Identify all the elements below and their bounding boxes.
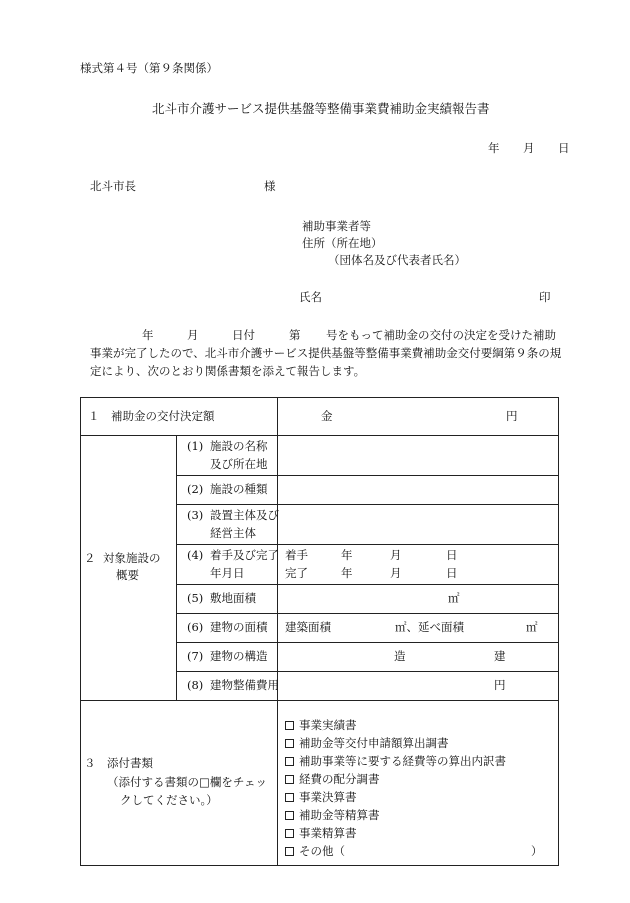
section2-label-line2: 概要 (116, 568, 139, 582)
item6-label-cell (177, 614, 278, 643)
building-area-label: 建築面積 (285, 620, 331, 634)
body-number: 第 (289, 328, 301, 342)
item7-num: (7) (187, 649, 204, 663)
checklist-label: 補助金等精算書 (299, 808, 380, 822)
facility-type-field[interactable] (278, 476, 559, 505)
grant-amount-suffix: 円 (506, 409, 518, 423)
building-cost-field[interactable] (278, 672, 559, 701)
start-day: 日 (446, 548, 458, 562)
checklist-label: 事業実績書 (299, 718, 357, 732)
checklist-item[interactable] (285, 846, 345, 858)
attachments-label-cell (81, 701, 278, 866)
applicant-org-label: （団体名及び代表者氏名） (328, 253, 466, 267)
item4-label1: 着手及び完了 (210, 548, 279, 562)
attachments-label: ３ 添付書類 (84, 756, 153, 770)
attachments-checklist (278, 701, 559, 866)
checklist-label: 経費の配分調書 (299, 772, 380, 786)
structure-field[interactable] (278, 643, 559, 672)
body-date: 日付 (232, 328, 255, 342)
checklist-item[interactable] (285, 828, 357, 840)
complete-month: 月 (390, 566, 402, 580)
start-label: 着手 (285, 548, 308, 562)
structure-b: 建 (494, 649, 506, 663)
body-year: 年 (142, 328, 154, 342)
building-area-unit-end: ㎡ (526, 620, 538, 634)
body-line1-rest: 号をもって補助金の交付の決定を受けた補助 (326, 328, 556, 342)
grant-amount-field[interactable] (278, 398, 559, 436)
attachments-note-line2: クしてください。） (120, 793, 218, 807)
checklist-item[interactable] (285, 738, 449, 750)
body-line3: 定により、次のとおり関係書類を添えて報告します。 (90, 364, 366, 378)
operator-field[interactable] (278, 505, 559, 545)
complete-year: 年 (341, 566, 353, 580)
row-grant-amount (81, 398, 559, 436)
checkbox-icon[interactable] (285, 811, 294, 820)
checklist-label: 補助金等交付申請額算出調書 (299, 736, 449, 750)
checklist-item[interactable] (285, 756, 506, 768)
checkbox-icon[interactable] (285, 829, 294, 838)
body-month: 月 (187, 328, 199, 342)
item5-num: (5) (187, 591, 204, 605)
applicant-address-label: 住所（所在地） (302, 236, 383, 250)
item7-label-cell (177, 643, 278, 672)
building-cost-unit: 円 (494, 678, 506, 692)
checkbox-icon[interactable] (285, 739, 294, 748)
item8-label-cell (177, 672, 278, 701)
item3-label2: 経営主体 (210, 526, 256, 540)
item1-num: (1) (187, 439, 204, 453)
checkbox-icon[interactable] (285, 793, 294, 802)
item3-label1: 設置主体及び (210, 508, 279, 522)
start-complete-field[interactable] (278, 545, 559, 585)
applicant-name-label: 氏名 (299, 290, 322, 304)
addressee-honorific: 様 (264, 179, 276, 193)
row-attachments (81, 701, 559, 866)
item3-label-cell (177, 505, 278, 545)
checkbox-icon[interactable] (285, 775, 294, 784)
complete-label: 完了 (285, 566, 308, 580)
site-area-field[interactable] (278, 585, 559, 614)
addressee-name: 北斗市長 (90, 179, 136, 193)
facility-name-field[interactable] (278, 436, 559, 476)
item6-num: (6) (187, 620, 204, 634)
item5-label1: 敷地面積 (210, 591, 256, 605)
row-facility-name (81, 436, 559, 476)
building-area-unit-mid: ㎡、延べ面積 (395, 620, 464, 634)
section2-label-cell (81, 436, 177, 701)
item4-label2: 年月日 (210, 566, 245, 580)
checklist-label: 事業決算書 (299, 790, 357, 804)
item4-num: (4) (187, 548, 204, 562)
section2-num: ２ (84, 551, 96, 565)
section2-label-line1: 対象施設の (103, 551, 161, 565)
item3-num: (3) (187, 508, 204, 522)
date-day: 日 (558, 141, 570, 155)
seal-mark: 印 (539, 290, 551, 304)
item6-label1: 建物の面積 (210, 620, 268, 634)
grant-amount-label-cell (81, 398, 278, 436)
start-month: 月 (390, 548, 402, 562)
item4-label-cell (177, 545, 278, 585)
body-line2: 事業が完了したので、北斗市介護サービス提供基盤等整備事業費補助金交付要綱第９条の規 (90, 346, 562, 360)
checkbox-icon[interactable] (285, 847, 294, 856)
checklist-item[interactable] (285, 792, 357, 804)
applicant-heading: 補助事業者等 (302, 219, 371, 233)
checklist-label: 補助事業等に要する経費等の算出内訳書 (299, 754, 506, 768)
item7-label1: 建物の構造 (210, 649, 268, 663)
building-area-field[interactable] (278, 614, 559, 643)
checklist-label: 事業精算書 (299, 826, 357, 840)
checkbox-icon[interactable] (285, 721, 294, 730)
checklist-item[interactable] (285, 774, 380, 786)
item1-label-cell (177, 436, 278, 476)
checkbox-icon[interactable] (285, 757, 294, 766)
checklist-item[interactable] (285, 720, 357, 732)
item5-label-cell (177, 585, 278, 614)
checklist-label: その他（ (299, 844, 345, 858)
report-table (80, 397, 559, 866)
structure-a: 造 (394, 649, 406, 663)
item8-num: (8) (187, 678, 204, 692)
grant-amount-prefix: 金 (321, 409, 333, 423)
site-area-unit: ㎡ (448, 591, 460, 605)
start-year: 年 (341, 548, 353, 562)
checklist-item[interactable] (285, 810, 380, 822)
grant-amount-label: １ 補助金の交付決定額 (88, 409, 215, 423)
item1-label1: 施設の名称 (210, 439, 268, 453)
complete-day: 日 (446, 566, 458, 580)
item8-label1: 建物整備費用 (210, 678, 279, 692)
attachments-note-line1: （添付する書類の□欄をチェッ (107, 775, 268, 789)
page-title: 北斗市介護サービス提供基盤等整備事業費補助金実績報告書 (152, 101, 490, 116)
form-number: 様式第４号（第９条関係） (80, 61, 218, 75)
date-year: 年 (488, 141, 500, 155)
item2-num: (2) (187, 482, 204, 496)
item2-label-cell (177, 476, 278, 505)
item2-label1: 施設の種類 (210, 482, 268, 496)
other-close-paren: ） (531, 844, 543, 858)
date-month: 月 (523, 141, 535, 155)
item1-label2: 及び所在地 (210, 457, 268, 471)
